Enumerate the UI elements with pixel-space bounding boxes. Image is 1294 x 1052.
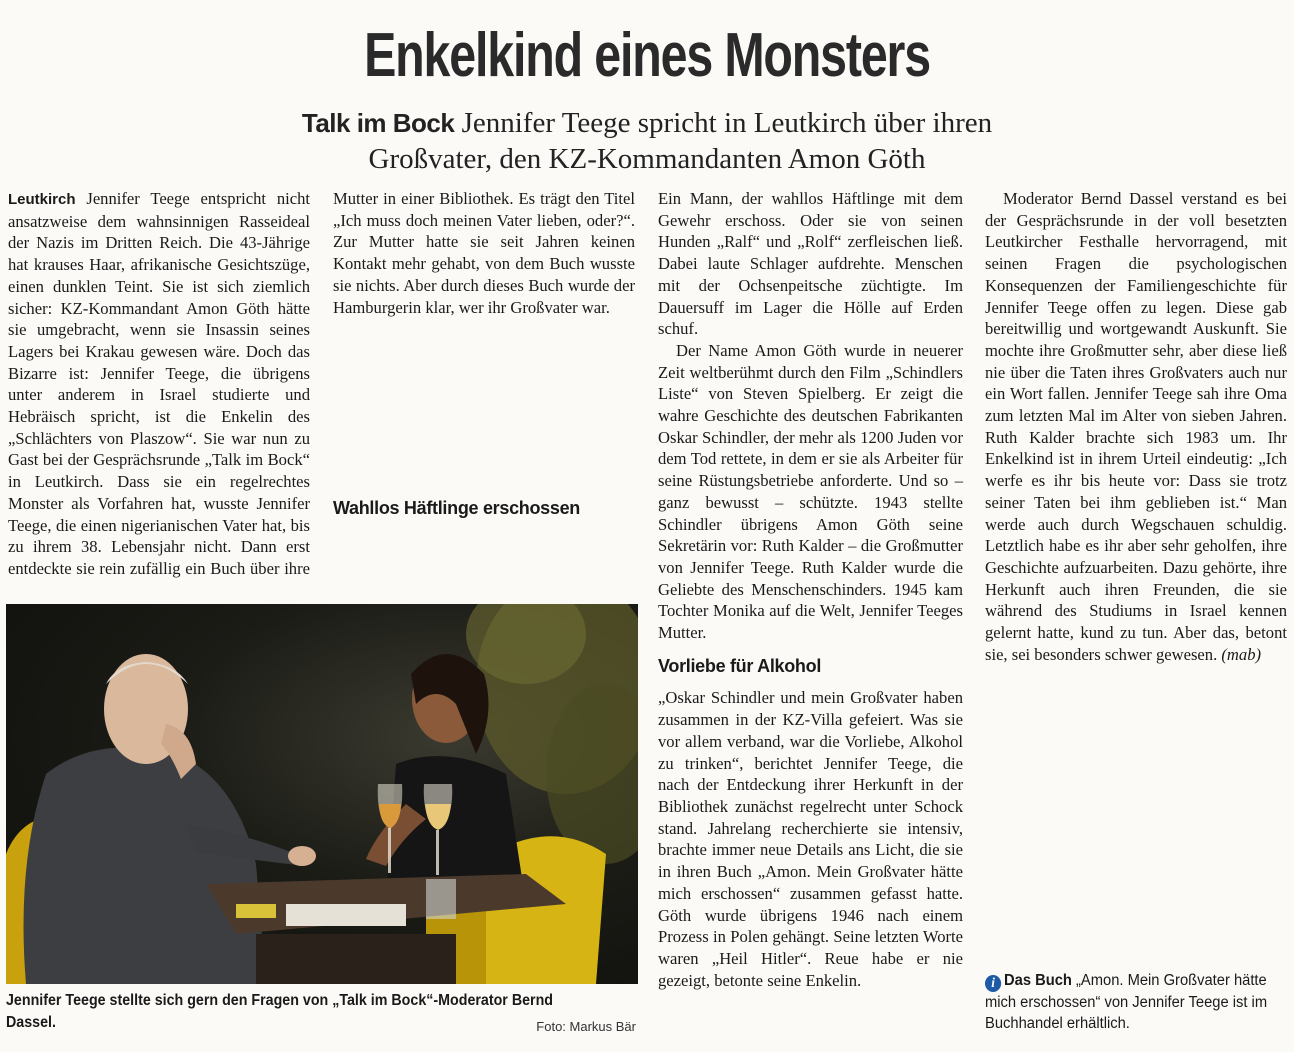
subhead-line-1 xyxy=(0,105,1294,141)
subhead-line-2: Großvater, den KZ-Kommandanten Amon Göth xyxy=(368,143,926,175)
article-column-2-heading xyxy=(333,498,635,520)
subheadline xyxy=(0,105,1294,177)
headline: Enkelkind eines Monsters xyxy=(364,21,930,90)
paragraph-2: Ein Mann, der wahllos Häftlinge mit dem Gewehr erschoss. Oder sie von seinen Hunden „Ralf“ und „Rolf“ zerfleischen ließ. Dabei laute Schlager aufdrehte. Menschen mit der Ochsenpeitsche züchtigte. Im Dauersuff im Lager die Hölle auf Erden schuf. xyxy=(658,189,963,339)
subheading-alkohol: Vorliebe für Alkohol xyxy=(658,655,822,676)
article-column-3 xyxy=(658,188,963,991)
byline: (mab) xyxy=(1221,644,1262,664)
infobox-label: Das Buch xyxy=(1004,972,1072,989)
article-photo xyxy=(6,604,638,984)
info-icon: i xyxy=(985,975,1001,992)
article-column-4 xyxy=(985,188,1287,665)
subhead-kicker: Talk im Bock xyxy=(301,108,455,138)
photo-illustration xyxy=(6,604,638,984)
photo-credit: Foto: Markus Bär xyxy=(536,1019,636,1034)
paragraph-4: „Oskar Schindler und mein Großvater haben zusammen in der KZ-Villa gefeiert. Was sie vor allem verband, war die Vorliebe, Alkohol zu trinken“, berichtet Jennifer Teege, die nach der Entdeckung ihrer Herkunft in der Bibliothek zunächst regelrecht unter Schock stand. Jahrelang recherchierte sie intensiv, brachte immer neue Details ans Licht, die sie in ihren Buch „Amon. Mein Großvater hätte mich erschossen“ zusammen gefasst hatte. Göth wurde übrigens 1946 nach einem Prozess in Polen gehängt. Seine letzten Worte waren „Heil Hitler“. Reue habe er nie gezeigt, betonte seine Enkelin. xyxy=(658,688,963,990)
subheading-haeftlinge: Wahllos Häftlinge erschossen xyxy=(333,498,580,518)
paragraph-5 xyxy=(985,188,1287,665)
paragraph-1-text: Jennifer Teege entspricht nicht ansatzweise dem wahnsinnigen Rasseideal der Nazis im Dritten Reich. Die 43-Jährige hat krauses Haar, afrikanische Gesichtszüge, einen dunklen Teint. Sie ist sich ziemlich sicher: KZ-Kommandant Amon Göth hätte sie umgebracht, wenn sie Insassin seines Lagers bei Krakau gewesen wäre. Doch das Bizarre ist: Jennifer Teege, die übrigens unter anderem in Israel studierte und Hebräisch spricht, ist die Enkelin des „Schlächters von Plaszow“. Sie war nun zu Gast bei der Gesprächsrunde „Talk im Bock“ in Leutkirch. Dass sie ein regelrechtes Monster als Vorfahren hat, wusste Jennifer Teege, die einen nigerianischen Vater hat, bis zu ihrem 38. Lebensjahr nicht. Dann erst entdeckte sie rein zufällig ein Buch über ihre Mutter in einer Bibliothek. Es trägt den Titel „Ich muss doch meinen Vater lieben, oder?“. Zur Mutter hatte sie seit Jahren keinen Kontakt mehr gehabt, von dem Buch wusste sie nichts. Aber durch dieses Buch wurde der Hamburgerin klar, wer ihr Großvater war. xyxy=(8,189,635,578)
infobox-text: „Amon. Mein Großvater hätte mich erschossen“ von Jennifer Teege ist im Buchhandel erhältlich. xyxy=(985,972,1268,1032)
paragraph-1 xyxy=(8,188,635,580)
article-column-1 xyxy=(8,188,635,580)
subhead-text-1: Jennifer Teege spricht in Leutkirch über ihren xyxy=(461,107,993,139)
photo-caption: Jennifer Teege stellte sich gern den Fragen von „Talk im Bock“-Moderator Bernd Dassel. xyxy=(6,992,554,1031)
paragraph-3: Der Name Amon Göth wurde in neuerer Zeit weltberühmt durch den Film „Schindlers Liste“ von Steven Spielberg. Er zeigt die wahre Geschichte des deutschen Fabrikanten Oskar Schindler, der mehr als 1200 Juden vor dem Tod rettete, in dem er sie als Arbeiter für seine Rüstungsbetriebe anforderte. Und so – ganz bewusst – schützte. 1943 stellte Schindler übrigens Amon Göth seine Sekretärin vor: Ruth Kalder – die Großmutter von Jennifer Teege. Ruth Kalder wurde die Geliebte des Menschenschinders. 1945 kam Tochter Monika auf die Welt, Jennifer Teeges Mutter. xyxy=(658,340,963,643)
dateline: Leutkirch xyxy=(8,191,76,208)
book-infobox xyxy=(985,970,1272,1034)
paragraph-5-text: Moderator Bernd Dassel verstand es bei der Gesprächsrunde in der voll besetzten Leutkircher Festhalle hervorragend, mit seinen Fragen die psychologischen Konsequenzen der Familiengeschichte für Jennifer Teege offen zu legen. Diese gab bereitwillig und wortgewandt Auskunft. Sie mochte ihre Großmutter sehr, aber diese ließ nie über die Taten ihres Großvaters auch nur ein Wort fallen. Jennifer Teege sah ihre Oma zum letzten Mal im Alter von sieben Jahren. Ruth Kalder brachte sich 1983 um. Ihr Enkelkind ist in ihrem Urteil eindeutig: „Ich werfe es ihr bis heute vor: Dass sie trotz seiner Taten bei ihm geblieben ist.“ Man werde auch durch Wegschauen schuldig. Letztlich habe es ihr aber sehr geholfen, ihre Geschichte aufzuarbeiten. Dazu gehörte, ihre Herkunft auch ihren Freunden, die sie während des Studiums in Israel kennen gelernt hatte, kund zu tun. Aber das, betont sie, sei besonders schwer gewesen. xyxy=(985,189,1287,664)
